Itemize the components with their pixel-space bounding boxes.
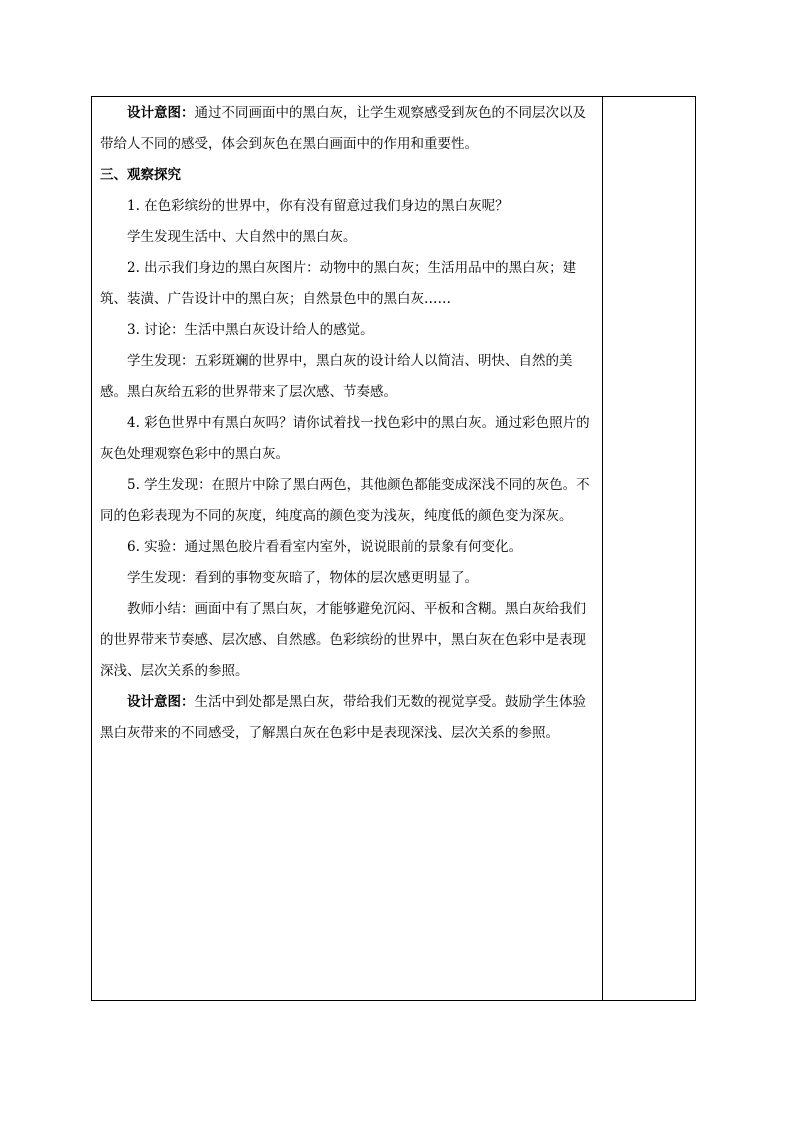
- paragraph-2: 学生发现生活中、大自然中的黑白灰。: [127, 229, 357, 245]
- paragraph-10: 教师小结：画面中有了黑白灰，才能够避免沉闷、平板和含糊。黑白灰给我们的世界带来节奏感、层次感、自然感。色彩缤纷的世界中，黑白灰在色彩中是表现深浅、层次关系的参照。: [100, 601, 586, 679]
- design-intent-paragraph-2: [100, 687, 596, 749]
- paragraph-7: 5. 学生发现：在照片中除了黑白两色，其他颜色都能变成深浅不同的灰色。不同的色彩表现为不同的灰度，纯度高的颜色变为浅灰，纯度低的颜色变为深灰。: [100, 477, 590, 524]
- paragraph-8: 6. 实验：通过黑色胶片看看室内室外，说说眼前的景象有何变化。: [127, 539, 523, 555]
- content-cell: [92, 97, 602, 1000]
- paragraph-9: 学生发现：看到的事物变灰暗了，物体的层次感更明显了。: [127, 570, 478, 586]
- section-heading: 三、观察探究: [100, 167, 181, 183]
- design-intent-label-1: 设计意图：: [127, 105, 195, 121]
- side-cell: [603, 97, 695, 1000]
- paragraph-4: 3. 讨论：生活中黑白灰设计给人的感觉。: [127, 322, 374, 338]
- paragraph-6: 4. 彩色世界中有黑白灰吗？请你试着找一找色彩中的黑白灰。通过彩色照片的灰色处理观察色彩中的黑白灰。: [100, 415, 590, 462]
- design-intent-text-1: 通过不同画面中的黑白灰，让学生观察感受到灰色的不同层次以及带给人不同的感受，体会到灰色在黑白画面中的作用和重要性。: [100, 105, 586, 152]
- paragraph-3: 2. 出示我们身边的黑白灰图片：动物中的黑白灰；生活用品中的黑白灰；建筑、装潢、广告设计中的黑白灰；自然景色中的黑白灰……: [100, 260, 577, 307]
- design-intent-paragraph-1: [100, 98, 596, 160]
- design-intent-label-2: 设计意图：: [127, 694, 195, 710]
- paragraph-5: 学生发现：五彩斑斓的世界中，黑白灰的设计给人以简洁、明快、自然的美感。黑白灰给五彩的世界带来了层次感、节奏感。: [100, 353, 573, 400]
- design-intent-text-2: 生活中到处都是黑白灰，带给我们无数的视觉享受。鼓励学生体验黑白灰带来的不同感受，了解黑白灰在色彩中是表现深浅、层次关系的参照。: [100, 694, 586, 741]
- lesson-table: [91, 96, 696, 1001]
- paragraph-1: 1. 在色彩缤纷的世界中，你有没有留意过我们身边的黑白灰呢？: [127, 198, 509, 214]
